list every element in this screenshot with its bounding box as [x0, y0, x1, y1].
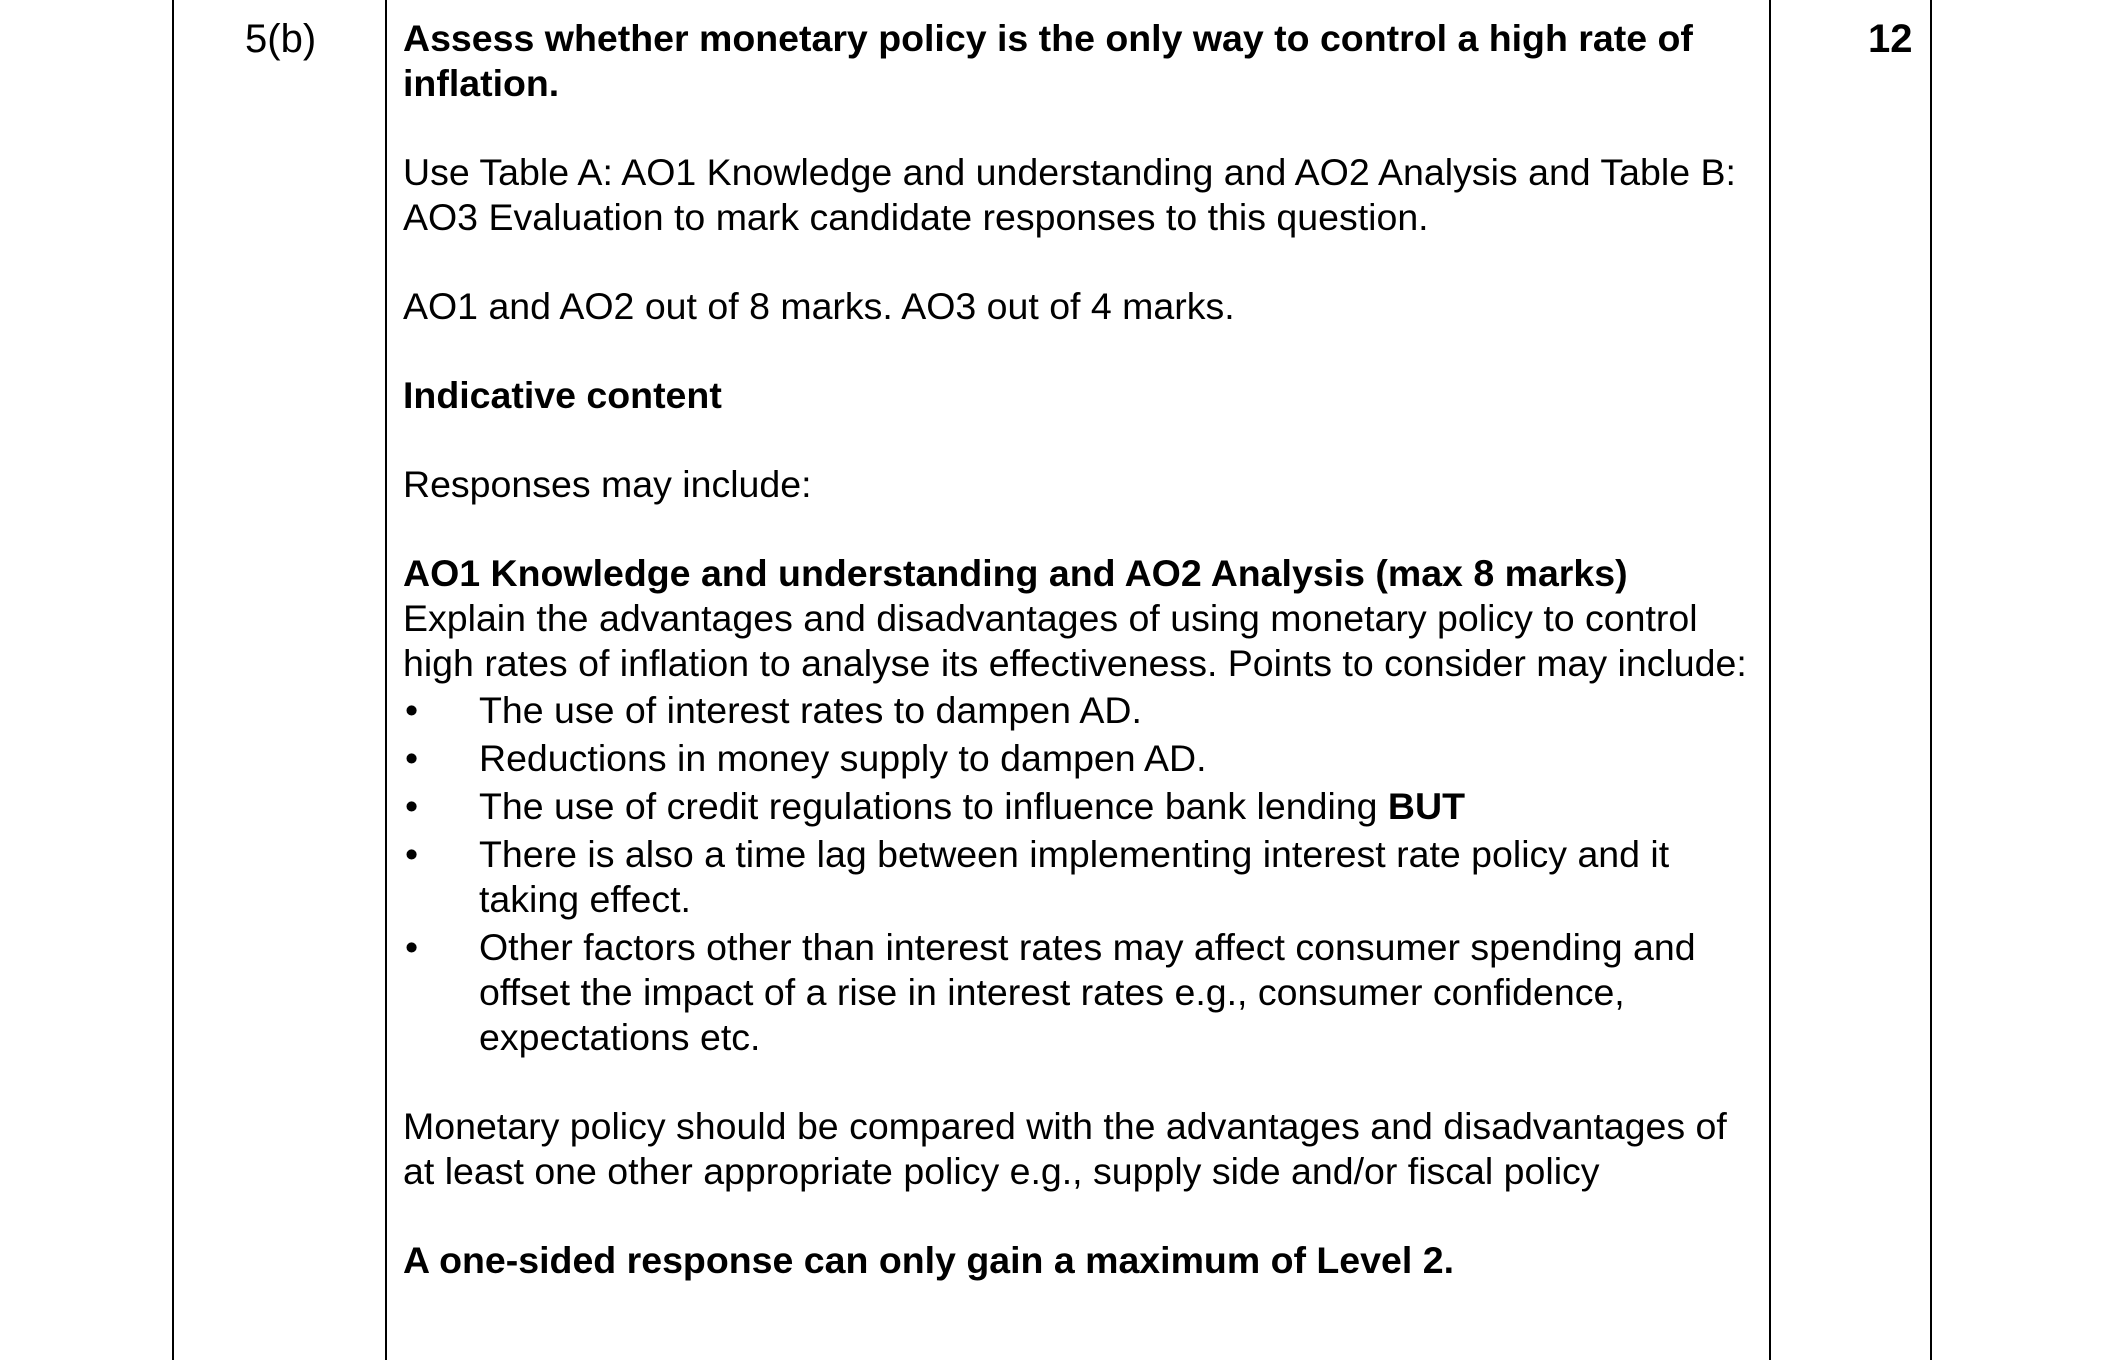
list-item-emphasis: BUT [1387, 785, 1465, 827]
table-divider-marks [1769, 0, 1771, 1360]
comparison-note: Monetary policy should be compared with the advantages and disadvantages of at least one other appropriate policy e.g., supply side and/or fiscal policy [403, 1105, 1727, 1192]
list-item [403, 784, 1763, 829]
indicative-content-heading: Indicative content [403, 374, 722, 416]
marks-breakdown: AO1 and AO2 out of 8 marks. AO3 out of 4 marks. [403, 285, 1235, 327]
bullet-icon: • [405, 785, 419, 827]
answer-content [403, 16, 1763, 1283]
list-item-text: Other factors other than interest rates may affect consumer spending and offset the impact of a rise in interest rates e.g., consumer confidence, expectations etc. [479, 926, 1696, 1058]
ao-bullet-list [403, 688, 1763, 1060]
list-item-text: There is also a time lag between implementing interest rate policy and it taking effect. [479, 833, 1670, 920]
ao-section-heading: AO1 Knowledge and understanding and AO2 Analysis (max 8 marks) [403, 552, 1628, 594]
bullet-icon: • [405, 689, 419, 731]
table-divider-question [385, 0, 387, 1360]
table-border-right [1930, 0, 1932, 1360]
list-item [403, 736, 1763, 781]
list-item-text: Reductions in money supply to dampen AD. [479, 737, 1207, 779]
bullet-icon: • [405, 833, 419, 875]
list-item-text: The use of interest rates to dampen AD. [479, 689, 1142, 731]
responses-intro: Responses may include: [403, 463, 812, 505]
ao-section-intro: Explain the advantages and disadvantages of using monetary policy to control high rates of inflation to analyse its effectiveness. Points to consider may include: [403, 597, 1747, 684]
list-item-text: The use of credit regulations to influence bank lending [479, 785, 1378, 827]
table-border-left [172, 0, 174, 1360]
bullet-icon: • [405, 926, 419, 968]
one-sided-note: A one-sided response can only gain a maximum of Level 2. [403, 1239, 1454, 1281]
marking-instructions: Use Table A: AO1 Knowledge and understanding and AO2 Analysis and Table B: AO3 Evaluation to mark candidate responses to this question. [403, 151, 1736, 238]
list-item [403, 688, 1763, 733]
bullet-icon: • [405, 737, 419, 779]
list-item [403, 832, 1763, 922]
question-marks: 12 [1868, 17, 1913, 61]
question-title: Assess whether monetary policy is the only way to control a high rate of inflation. [403, 17, 1693, 104]
list-item [403, 925, 1763, 1060]
question-number: 5(b) [245, 17, 317, 61]
